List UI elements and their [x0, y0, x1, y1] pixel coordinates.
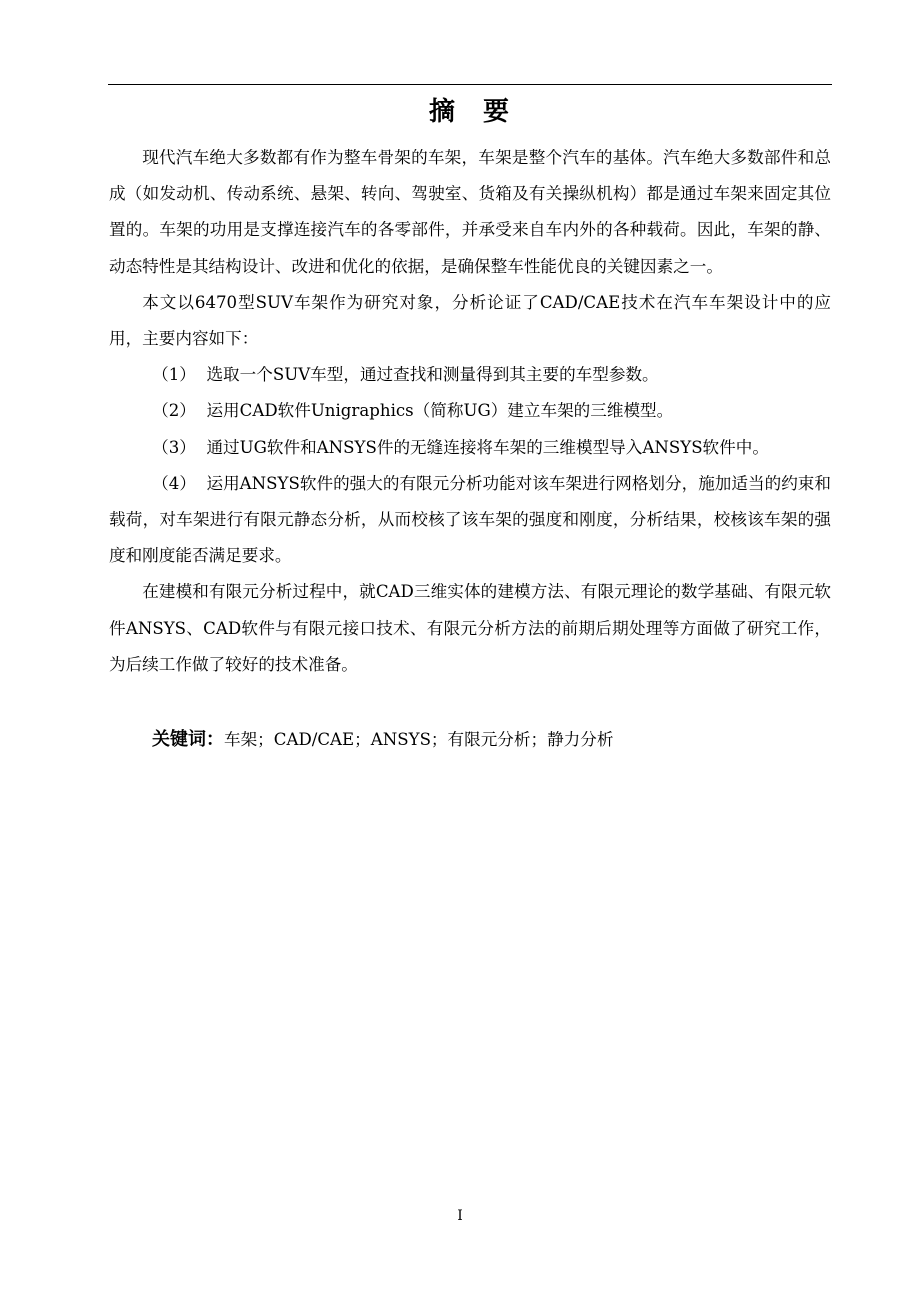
- title-char-2: 要: [483, 97, 512, 127]
- title-char-1: 摘: [428, 97, 457, 127]
- keywords-line: [152, 722, 832, 758]
- paragraph-closing: 在建模和有限元分析过程中，就CAD三维实体的建模方法、有限元理论的数学基础、有限元软件ANSYS、CAD软件与有限元接口技术、有限元分析方法的前期后期处理等方面做了研究工作，为后续工作做了较好的技术准备。: [109, 582, 831, 674]
- list-marker: （1）: [152, 365, 196, 385]
- abstract-body: [109, 140, 831, 683]
- list-item-4: [109, 466, 831, 575]
- list-marker: （3）: [152, 437, 196, 457]
- list-marker: （4）: [152, 473, 196, 493]
- page-number: I: [457, 1208, 463, 1224]
- paragraph-2: 本文以6470型SUV车架作为研究对象，分析论证了CAD/CAE技术在汽车车架设计中的应用，主要内容如下：: [109, 292, 831, 349]
- header-rule: [108, 84, 832, 85]
- list-marker: （2）: [152, 401, 196, 421]
- list-text: 通过UG软件和ANSYS件的无缝连接将车架的三维模型导入ANSYS软件中。: [206, 437, 769, 457]
- keywords-label: 关键词：: [152, 729, 224, 750]
- list-item-1: [109, 357, 831, 393]
- list-text: 运用ANSYS软件的强大的有限元分析功能对该车架进行网格划分，施加适当的约束和载荷，对车架进行有限元静态分析，从而校核了该车架的强度和刚度，分析结果，校核该车架的强度和刚度能否满足要求。: [109, 473, 831, 566]
- list-item-3: [109, 430, 831, 466]
- keywords-value: 车架；CAD/CAE；ANSYS；有限元分析；静力分析: [224, 730, 614, 749]
- page-title: [108, 92, 832, 132]
- list-text: 运用CAD软件Unigraphics（简称UG）建立车架的三维模型。: [206, 401, 674, 421]
- list-item-2: [109, 393, 831, 429]
- list-text: 选取一个SUV车型，通过查找和测量得到其主要的车型参数。: [206, 365, 659, 385]
- paragraph-1: 现代汽车绝大多数都有作为整车骨架的车架，车架是整个汽车的基体。汽车绝大多数部件和总成（如发动机、传动系统、悬架、转向、驾驶室、货箱及有关操纵机构）都是通过车架来固定其位置的。车架的功用是支撑连接汽车的各零部件，并承受来自车内外的各种载荷。因此，车架的静、动态特性是其结构设计、改进和优化的依据，是确保整车性能优良的关键因素之一。: [109, 148, 831, 276]
